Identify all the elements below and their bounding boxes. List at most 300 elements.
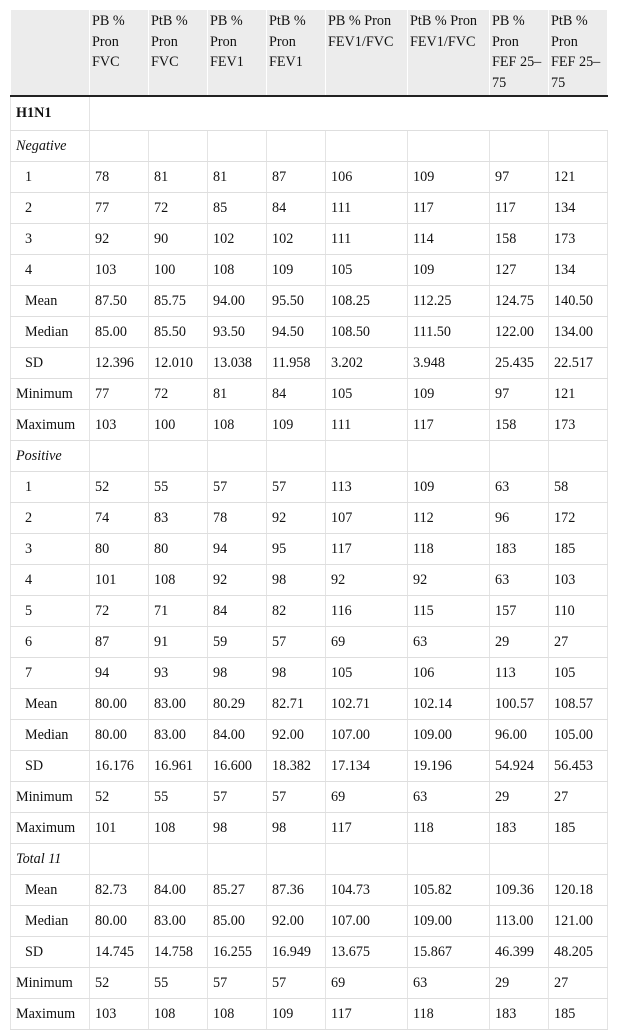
table-cell: 27 [549,627,608,658]
table-cell: 91 [149,627,208,658]
table-cell: 117 [326,999,408,1030]
table-cell: 63 [408,968,490,999]
row-label: 6 [11,627,90,658]
table-cell: 55 [149,472,208,503]
stats-row [11,875,608,906]
table-cell: 80 [90,534,149,565]
stats-row [11,348,608,379]
table-cell: 57 [208,472,267,503]
table-cell: 85.00 [208,906,267,937]
empty-cell [208,441,267,472]
table-cell: 92.00 [267,720,326,751]
table-cell: 94 [90,658,149,689]
table-cell: 113.00 [490,906,549,937]
table-cell: 96 [490,503,549,534]
table-cell: 56.453 [549,751,608,782]
table-cell: 96.00 [490,720,549,751]
table-cell: 92 [408,565,490,596]
table-row [11,658,608,689]
table-cell: 173 [549,410,608,441]
table-cell: 85.50 [149,317,208,348]
table-cell: 17.134 [326,751,408,782]
table-cell: 100 [149,410,208,441]
table-cell: 185 [549,813,608,844]
table-cell: 109 [408,472,490,503]
row-label: 1 [11,472,90,503]
table-cell: 46.399 [490,937,549,968]
stat-label: Median [11,906,90,937]
table-cell: 69 [326,968,408,999]
empty-cell [208,131,267,162]
table-cell: 82.71 [267,689,326,720]
table-cell: 120.18 [549,875,608,906]
table-cell: 85 [208,193,267,224]
table-cell: 109 [267,410,326,441]
table-cell: 114 [408,224,490,255]
empty-cell [267,441,326,472]
table-cell: 80.29 [208,689,267,720]
table-cell: 108 [149,565,208,596]
row-label: 4 [11,565,90,596]
empty-cell [149,131,208,162]
table-cell: 81 [208,379,267,410]
stats-row [11,968,608,999]
table-cell: 83.00 [149,689,208,720]
row-label: 2 [11,193,90,224]
table-cell: 93.50 [208,317,267,348]
empty-cell [90,131,149,162]
table-cell: 107 [326,503,408,534]
table-cell: 134 [549,255,608,286]
table-cell: 85.00 [90,317,149,348]
table-cell: 117 [408,193,490,224]
row-label: 1 [11,162,90,193]
table-cell: 127 [490,255,549,286]
section-header-row [11,131,608,162]
table-cell: 117 [326,534,408,565]
table-cell: 118 [408,813,490,844]
table-cell: 29 [490,782,549,813]
stats-row [11,906,608,937]
stats-row [11,751,608,782]
table-cell: 110 [549,596,608,627]
table-cell: 22.517 [549,348,608,379]
table-row [11,565,608,596]
header-pb-fvc: PB % Pron FVC [90,10,149,96]
table-cell: 121 [549,162,608,193]
table-cell: 95 [267,534,326,565]
header-ptb-fef: PtB % Pron FEF 25–75 [549,10,608,96]
table-cell: 11.958 [267,348,326,379]
table-cell: 108 [208,410,267,441]
table-row [11,596,608,627]
stats-row [11,999,608,1030]
table-cell: 92 [208,565,267,596]
table-cell: 90 [149,224,208,255]
table-cell: 81 [149,162,208,193]
stat-label: Minimum [11,782,90,813]
table-cell: 83 [149,503,208,534]
table-cell: 108 [149,999,208,1030]
table-row [11,193,608,224]
table-cell: 63 [408,782,490,813]
table-cell: 16.176 [90,751,149,782]
table-cell: 48.205 [549,937,608,968]
table-cell: 95.50 [267,286,326,317]
table-cell: 16.961 [149,751,208,782]
table-cell: 16.600 [208,751,267,782]
table-cell: 83.00 [149,906,208,937]
table-cell: 57 [208,968,267,999]
table-cell: 102 [267,224,326,255]
header-pb-fef: PB % Pron FEF 25–75 [490,10,549,96]
table-cell: 71 [149,596,208,627]
stats-row [11,379,608,410]
table-cell: 105 [326,255,408,286]
table-cell: 105 [326,379,408,410]
table-cell: 85.75 [149,286,208,317]
table-cell: 109.00 [408,906,490,937]
section-header-row [11,844,608,875]
table-cell: 18.382 [267,751,326,782]
table-cell: 63 [490,565,549,596]
empty-cell [549,441,608,472]
header-ptb-fev1-fvc: PtB % Pron FEV1/FVC [408,10,490,96]
table-cell: 27 [549,968,608,999]
table-cell: 109 [267,255,326,286]
table-cell: 105.82 [408,875,490,906]
header-ptb-fvc: PtB % Pron FVC [149,10,208,96]
stats-row [11,410,608,441]
section-header-row [11,441,608,472]
table-cell: 98 [267,658,326,689]
row-label: 5 [11,596,90,627]
stat-label: Maximum [11,813,90,844]
table-row [11,627,608,658]
table-cell: 16.255 [208,937,267,968]
table-cell: 94 [208,534,267,565]
table-cell: 57 [267,782,326,813]
table-cell: 108.57 [549,689,608,720]
table-row [11,472,608,503]
stat-label: SD [11,751,90,782]
table-cell: 19.196 [408,751,490,782]
empty-cell [208,844,267,875]
stat-label: Mean [11,875,90,906]
table-cell: 82.73 [90,875,149,906]
table-cell: 59 [208,627,267,658]
table-cell: 52 [90,782,149,813]
table-cell: 102.71 [326,689,408,720]
table-cell: 87.36 [267,875,326,906]
table-cell: 25.435 [490,348,549,379]
table-cell: 80.00 [90,906,149,937]
table-cell: 85.27 [208,875,267,906]
table-cell: 14.758 [149,937,208,968]
table-cell: 52 [90,968,149,999]
table-cell: 107.00 [326,906,408,937]
table-cell: 74 [90,503,149,534]
empty-cell [149,441,208,472]
table-cell: 97 [490,162,549,193]
header-pb-fev1: PB % Pron FEV1 [208,10,267,96]
table-cell: 63 [408,627,490,658]
table-cell: 103 [90,410,149,441]
table-cell: 55 [149,968,208,999]
table-cell: 158 [490,410,549,441]
empty-cell [90,441,149,472]
table-cell: 12.396 [90,348,149,379]
table-cell: 103 [90,255,149,286]
table-cell: 57 [267,472,326,503]
table-cell: 118 [408,999,490,1030]
table-cell: 102.14 [408,689,490,720]
header-row [11,10,608,96]
empty-cell [326,441,408,472]
empty-cell [326,131,408,162]
table-row [11,224,608,255]
table-cell: 105 [549,658,608,689]
table-cell: 103 [549,565,608,596]
empty-cell [490,441,549,472]
group-title: H1N1 [11,96,90,131]
table-cell: 134.00 [549,317,608,348]
table-cell: 157 [490,596,549,627]
table-cell: 92 [90,224,149,255]
stats-row [11,286,608,317]
table-cell: 117 [408,410,490,441]
table-cell: 84.00 [208,720,267,751]
table-cell: 108 [208,255,267,286]
empty-cell [326,844,408,875]
table-cell: 118 [408,534,490,565]
stat-label: Mean [11,689,90,720]
table-cell: 92 [267,503,326,534]
table-cell: 121.00 [549,906,608,937]
table-cell: 93 [149,658,208,689]
table-cell: 15.867 [408,937,490,968]
table-cell: 100.57 [490,689,549,720]
table-cell: 111 [326,193,408,224]
table-cell: 29 [490,968,549,999]
table-cell: 101 [90,813,149,844]
table-cell: 92.00 [267,906,326,937]
table-cell: 84 [208,596,267,627]
table-cell: 117 [490,193,549,224]
table-cell: 94.50 [267,317,326,348]
table-cell: 115 [408,596,490,627]
table-cell: 113 [326,472,408,503]
table-cell: 69 [326,627,408,658]
table-cell: 80.00 [90,720,149,751]
table-cell: 98 [208,658,267,689]
table-cell: 97 [490,379,549,410]
table-cell: 108.25 [326,286,408,317]
table-cell: 113 [490,658,549,689]
table-cell: 13.038 [208,348,267,379]
table-cell: 94.00 [208,286,267,317]
table-cell: 103 [90,999,149,1030]
table-cell: 105 [326,658,408,689]
table-cell: 63 [490,472,549,503]
data-table [10,10,608,1030]
stat-label: Minimum [11,968,90,999]
empty-cell [490,844,549,875]
table-cell: 112.25 [408,286,490,317]
empty-cell [408,131,490,162]
stat-label: SD [11,348,90,379]
stats-row [11,782,608,813]
row-label: 3 [11,224,90,255]
empty-cell [549,844,608,875]
section-title: Positive [11,441,90,472]
table-cell: 106 [326,162,408,193]
table-cell: 84 [267,193,326,224]
table-cell: 57 [267,968,326,999]
table-cell: 55 [149,782,208,813]
table-cell: 3.948 [408,348,490,379]
table-cell: 109 [408,162,490,193]
table-cell: 124.75 [490,286,549,317]
stat-label: Maximum [11,410,90,441]
table-cell: 185 [549,999,608,1030]
empty-cell [90,844,149,875]
empty-cell [490,131,549,162]
table-cell: 116 [326,596,408,627]
stats-row [11,813,608,844]
table-cell: 69 [326,782,408,813]
stats-row [11,937,608,968]
table-cell: 112 [408,503,490,534]
table-cell: 27 [549,782,608,813]
table-row [11,162,608,193]
table-cell: 158 [490,224,549,255]
table-cell: 81 [208,162,267,193]
stats-row [11,689,608,720]
table-cell: 14.745 [90,937,149,968]
table-cell: 57 [208,782,267,813]
table-cell: 54.924 [490,751,549,782]
table-cell: 12.010 [149,348,208,379]
table-cell: 87.50 [90,286,149,317]
header-label-column [11,10,90,96]
table-cell: 104.73 [326,875,408,906]
stats-row [11,317,608,348]
table-cell: 108 [208,999,267,1030]
table-cell: 87 [267,162,326,193]
table-cell: 183 [490,534,549,565]
table-cell: 108.50 [326,317,408,348]
empty-cell [267,131,326,162]
table-cell: 109 [408,379,490,410]
stat-label: SD [11,937,90,968]
table-cell: 98 [267,813,326,844]
row-label: 7 [11,658,90,689]
row-label: 4 [11,255,90,286]
table-cell: 108 [149,813,208,844]
table-cell: 109 [408,255,490,286]
empty-cell [149,844,208,875]
table-cell: 77 [90,379,149,410]
stat-label: Median [11,317,90,348]
table-cell: 72 [149,193,208,224]
table-cell: 13.675 [326,937,408,968]
table-cell: 109 [267,999,326,1030]
table-cell: 106 [408,658,490,689]
table-cell: 80 [149,534,208,565]
table-cell: 105.00 [549,720,608,751]
header-pb-fev1-fvc: PB % Pron FEV1/FVC [326,10,408,96]
stats-row [11,720,608,751]
row-label: 3 [11,534,90,565]
table-row [11,534,608,565]
table-cell: 80.00 [90,689,149,720]
table-cell: 111 [326,410,408,441]
table-row [11,255,608,286]
table-cell: 58 [549,472,608,503]
table-cell: 29 [490,627,549,658]
table-cell: 52 [90,472,149,503]
table-cell: 3.202 [326,348,408,379]
table-cell: 122.00 [490,317,549,348]
table-cell: 72 [149,379,208,410]
table-cell: 98 [208,813,267,844]
table-body [11,96,608,1030]
table-cell: 173 [549,224,608,255]
section-title: Negative [11,131,90,162]
stat-label: Maximum [11,999,90,1030]
table-cell: 117 [326,813,408,844]
table-cell: 183 [490,999,549,1030]
stat-label: Median [11,720,90,751]
table-cell: 121 [549,379,608,410]
section-title: Total 11 [11,844,90,875]
table-cell: 109.36 [490,875,549,906]
table-cell: 185 [549,534,608,565]
row-label: 2 [11,503,90,534]
header-ptb-fev1: PtB % Pron FEV1 [267,10,326,96]
table-row [11,503,608,534]
table-header [11,10,608,96]
table-cell: 109.00 [408,720,490,751]
table-cell: 172 [549,503,608,534]
table-cell: 57 [267,627,326,658]
stat-label: Mean [11,286,90,317]
stat-label: Minimum [11,379,90,410]
table-cell: 140.50 [549,286,608,317]
table-cell: 183 [490,813,549,844]
empty-cell [549,131,608,162]
table-cell: 107.00 [326,720,408,751]
table-cell: 83.00 [149,720,208,751]
table-cell: 78 [208,503,267,534]
table-cell: 134 [549,193,608,224]
empty-cell [267,844,326,875]
group-row [11,96,608,131]
table-cell: 82 [267,596,326,627]
table-cell: 84.00 [149,875,208,906]
table-cell: 111 [326,224,408,255]
table-cell: 102 [208,224,267,255]
table-cell: 72 [90,596,149,627]
table-cell: 111.50 [408,317,490,348]
table-cell: 16.949 [267,937,326,968]
table-cell: 98 [267,565,326,596]
table-cell: 84 [267,379,326,410]
table-cell: 87 [90,627,149,658]
table-cell: 92 [326,565,408,596]
table-cell: 101 [90,565,149,596]
